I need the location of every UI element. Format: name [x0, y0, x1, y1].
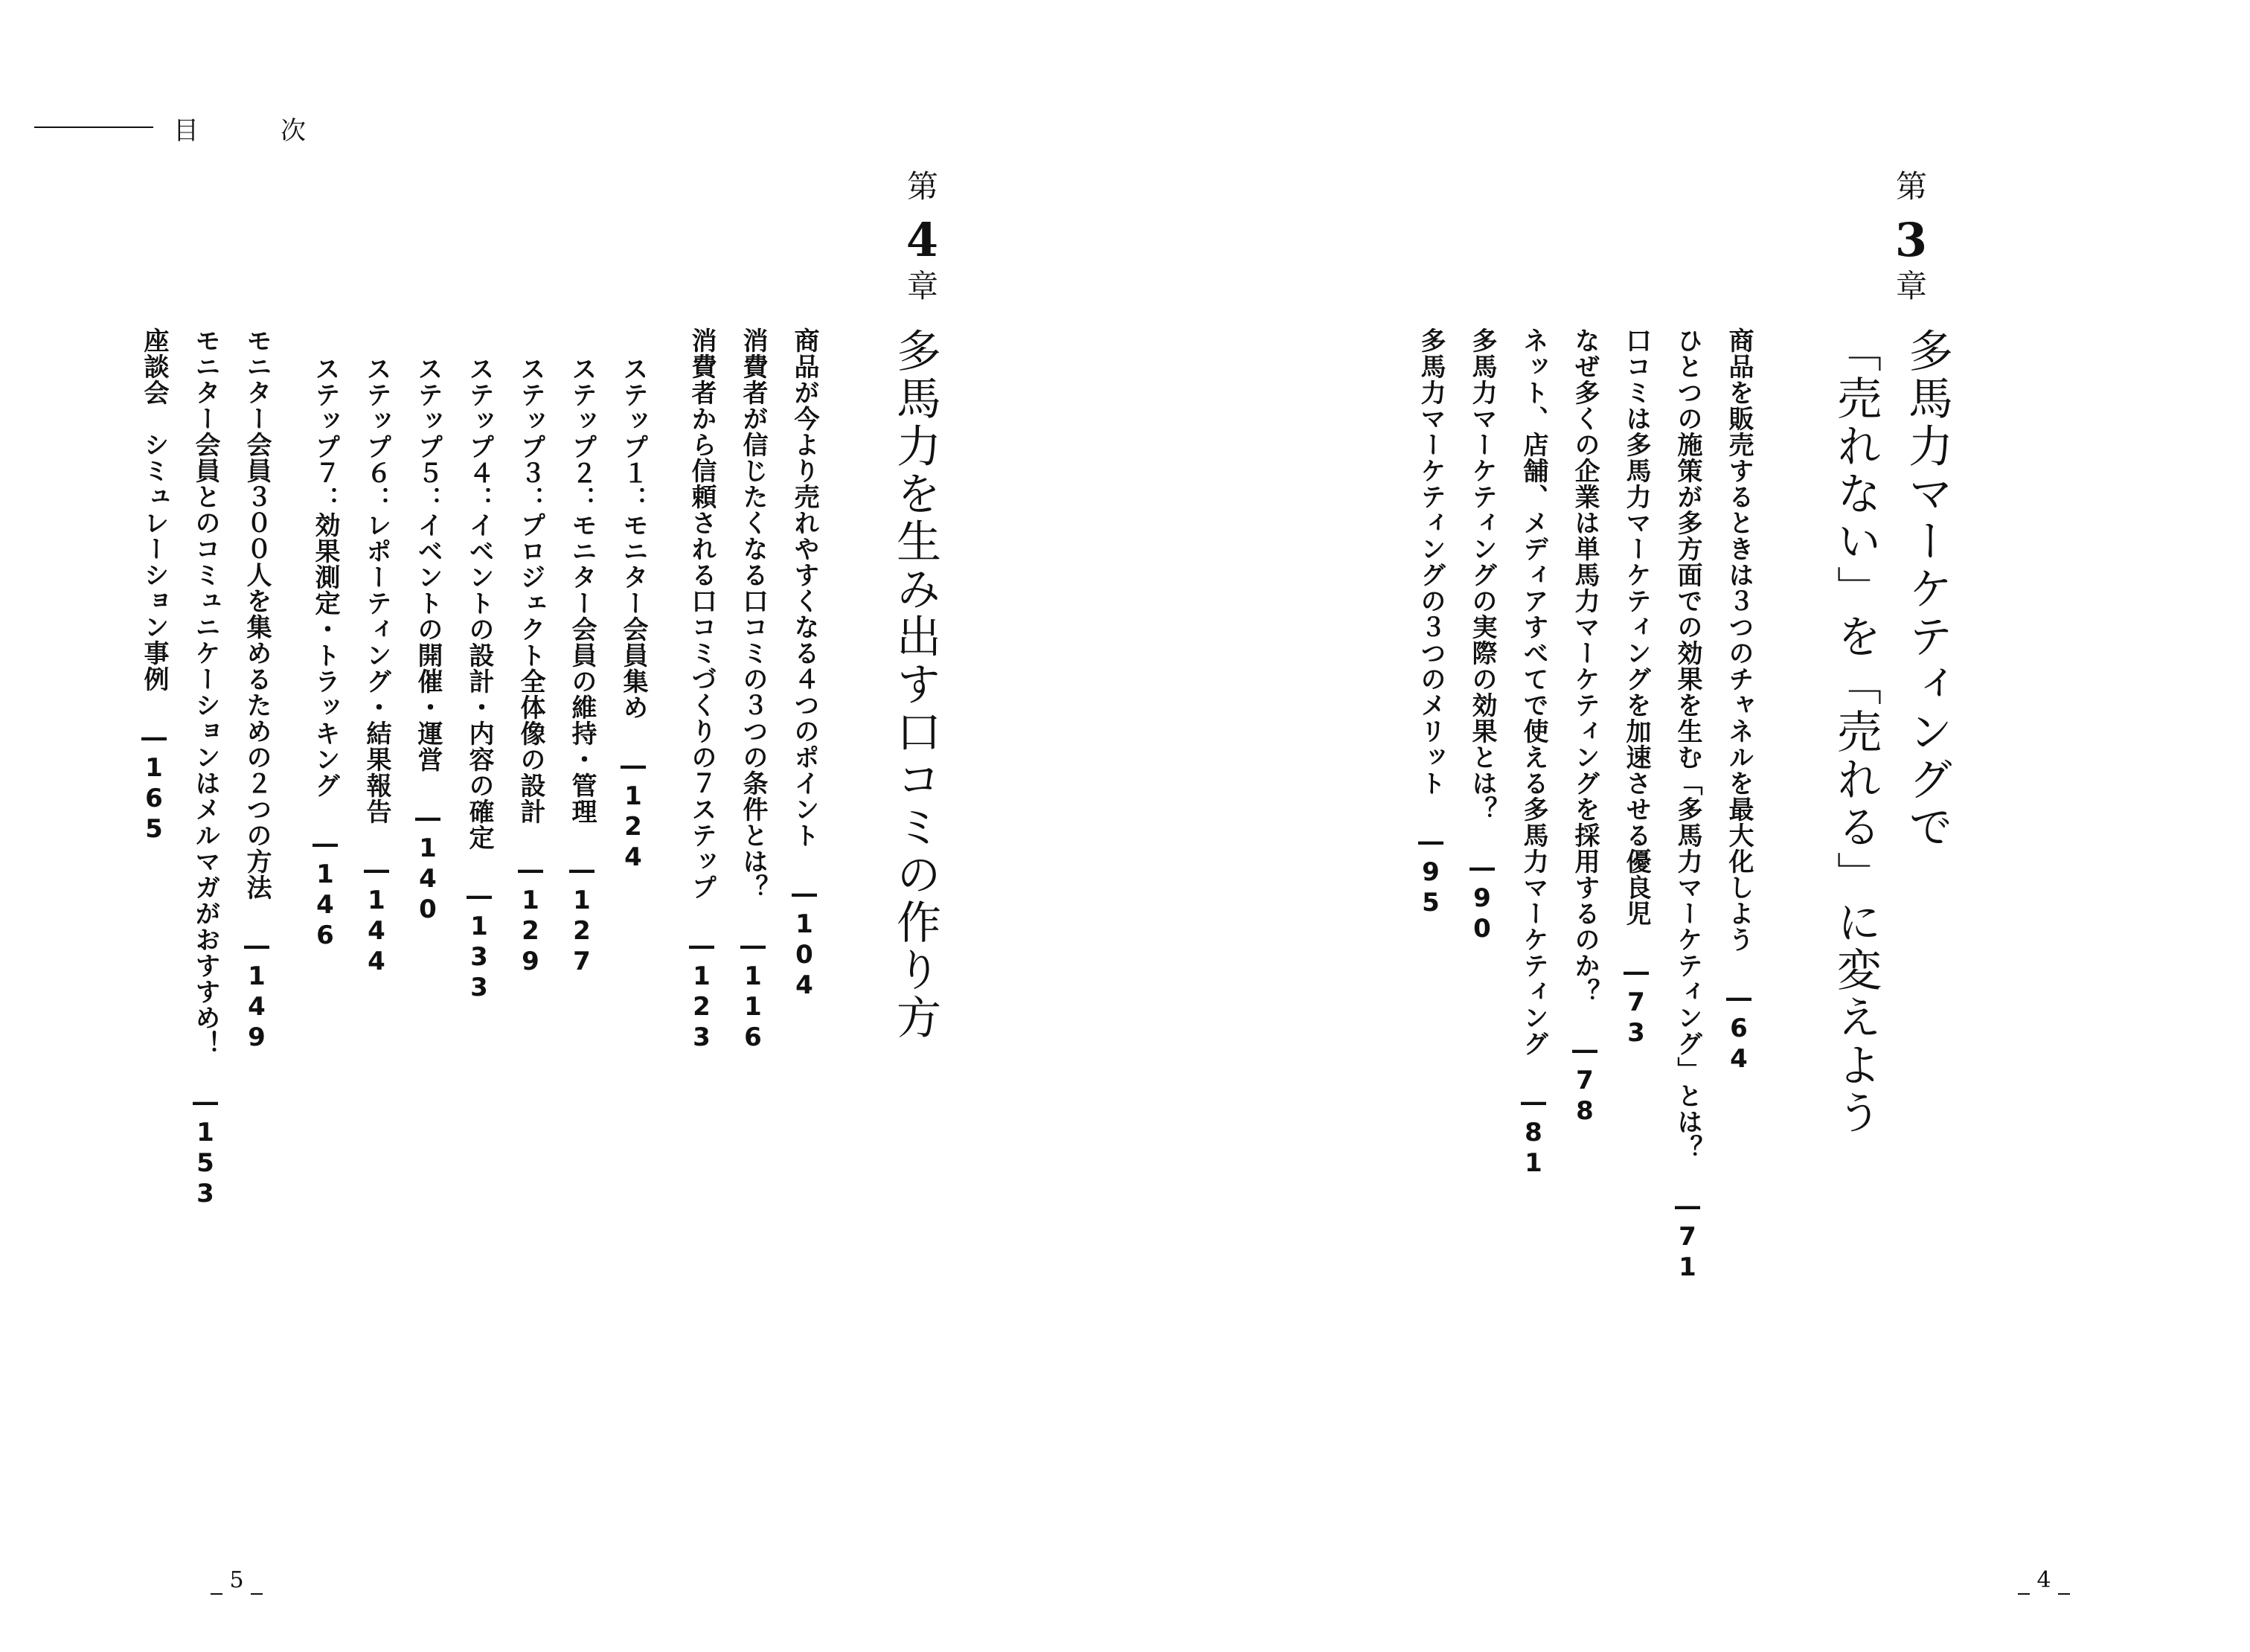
chapter4-toc-item[interactable]: 座談会 シミュレーション事例 ―165 — [139, 327, 169, 845]
chapter3-toc-item[interactable]: 多馬力マーケティングの３つのメリット ―95 — [1416, 327, 1446, 918]
chapter4-toc-item[interactable]: 消費者が信じたくなる口コミの３つの条件とは？ ―116 — [738, 327, 768, 1053]
header-rule — [34, 127, 153, 128]
page-number-right: 4 — [2018, 1567, 2070, 1593]
chapter4-number: 4 — [895, 213, 949, 267]
page-number-left: 5 — [211, 1567, 263, 1593]
chapter4-label-bottom: 章 — [903, 269, 939, 301]
header-label: 目 次 — [173, 116, 334, 146]
chapter3-title-line2: 「売れない」を「売れる」に変えよう — [1830, 327, 1882, 1137]
chapter3-toc-item[interactable]: ひとつの施策が多方面での効果を生む「多馬力マーケティング」とは？ ―71 — [1673, 327, 1702, 1283]
chapter4-toc-item[interactable]: 商品が今より売れやすくなる４つのポイント ―104 — [789, 327, 819, 1001]
chapter3-toc-item[interactable]: 商品を販売するときは３つのチャネルを最大化しよう ―64 — [1724, 327, 1754, 1075]
chapter3-title-line1: 多馬力マーケティングで — [1901, 327, 1953, 851]
chapter4-toc-item[interactable]: ステップ２：モニター会員の維持・管理 ―127 — [567, 356, 597, 977]
chapter3-toc-item[interactable]: 口コミは多馬力マーケティングを加速させる優良児 ―73 — [1621, 327, 1651, 1048]
running-header — [34, 110, 334, 147]
chapter4-toc-item[interactable]: ステップ７：効果測定・トラッキング ―146 — [310, 356, 340, 951]
chapter4-toc-item[interactable]: ステップ５：イベントの開催・運営 ―140 — [413, 356, 443, 925]
chapter3-toc-item[interactable]: なぜ多くの企業は単馬力マーケティングを採用するのか？ ―78 — [1570, 327, 1600, 1127]
chapter3-label-top: 第 — [1891, 170, 1928, 201]
chapter3-number: 3 — [1884, 213, 1938, 267]
chapter3-toc-item[interactable]: ネット、店舗、メディアすべてで使える多馬力マーケティング ―81 — [1519, 327, 1548, 1179]
chapter4-toc-item[interactable]: 消費者から信頼される口コミづくりの７ステップ ―123 — [687, 327, 717, 1053]
chapter3-toc-item[interactable]: 多馬力マーケティングの実際の効果とは？ ―90 — [1467, 327, 1497, 944]
chapter4-toc-item[interactable]: ステップ３：プロジェクト全体像の設計 ―129 — [516, 356, 545, 977]
chapter4-toc-item[interactable]: モニター会員とのコミュニケーションはメルマガがおすすめ！ ―153 — [190, 327, 220, 1209]
chapter4-title: 多馬力を生み出す口コミの作り方 — [889, 327, 941, 1042]
chapter4-toc-item[interactable]: ステップ４：イベントの設計・内容の確定 ―133 — [464, 356, 494, 1003]
chapter4-toc-item[interactable]: モニター会員３００人を集めるための２つの方法 ―149 — [242, 327, 272, 1053]
chapter4-toc-item[interactable]: ステップ６：レポーティング・結果報告 ―144 — [362, 356, 391, 977]
chapter4-label-top: 第 — [903, 170, 939, 201]
chapter3-label-bottom: 章 — [1891, 269, 1928, 301]
chapter4-toc-item[interactable]: ステップ１：モニター会員集め ―124 — [618, 356, 648, 873]
